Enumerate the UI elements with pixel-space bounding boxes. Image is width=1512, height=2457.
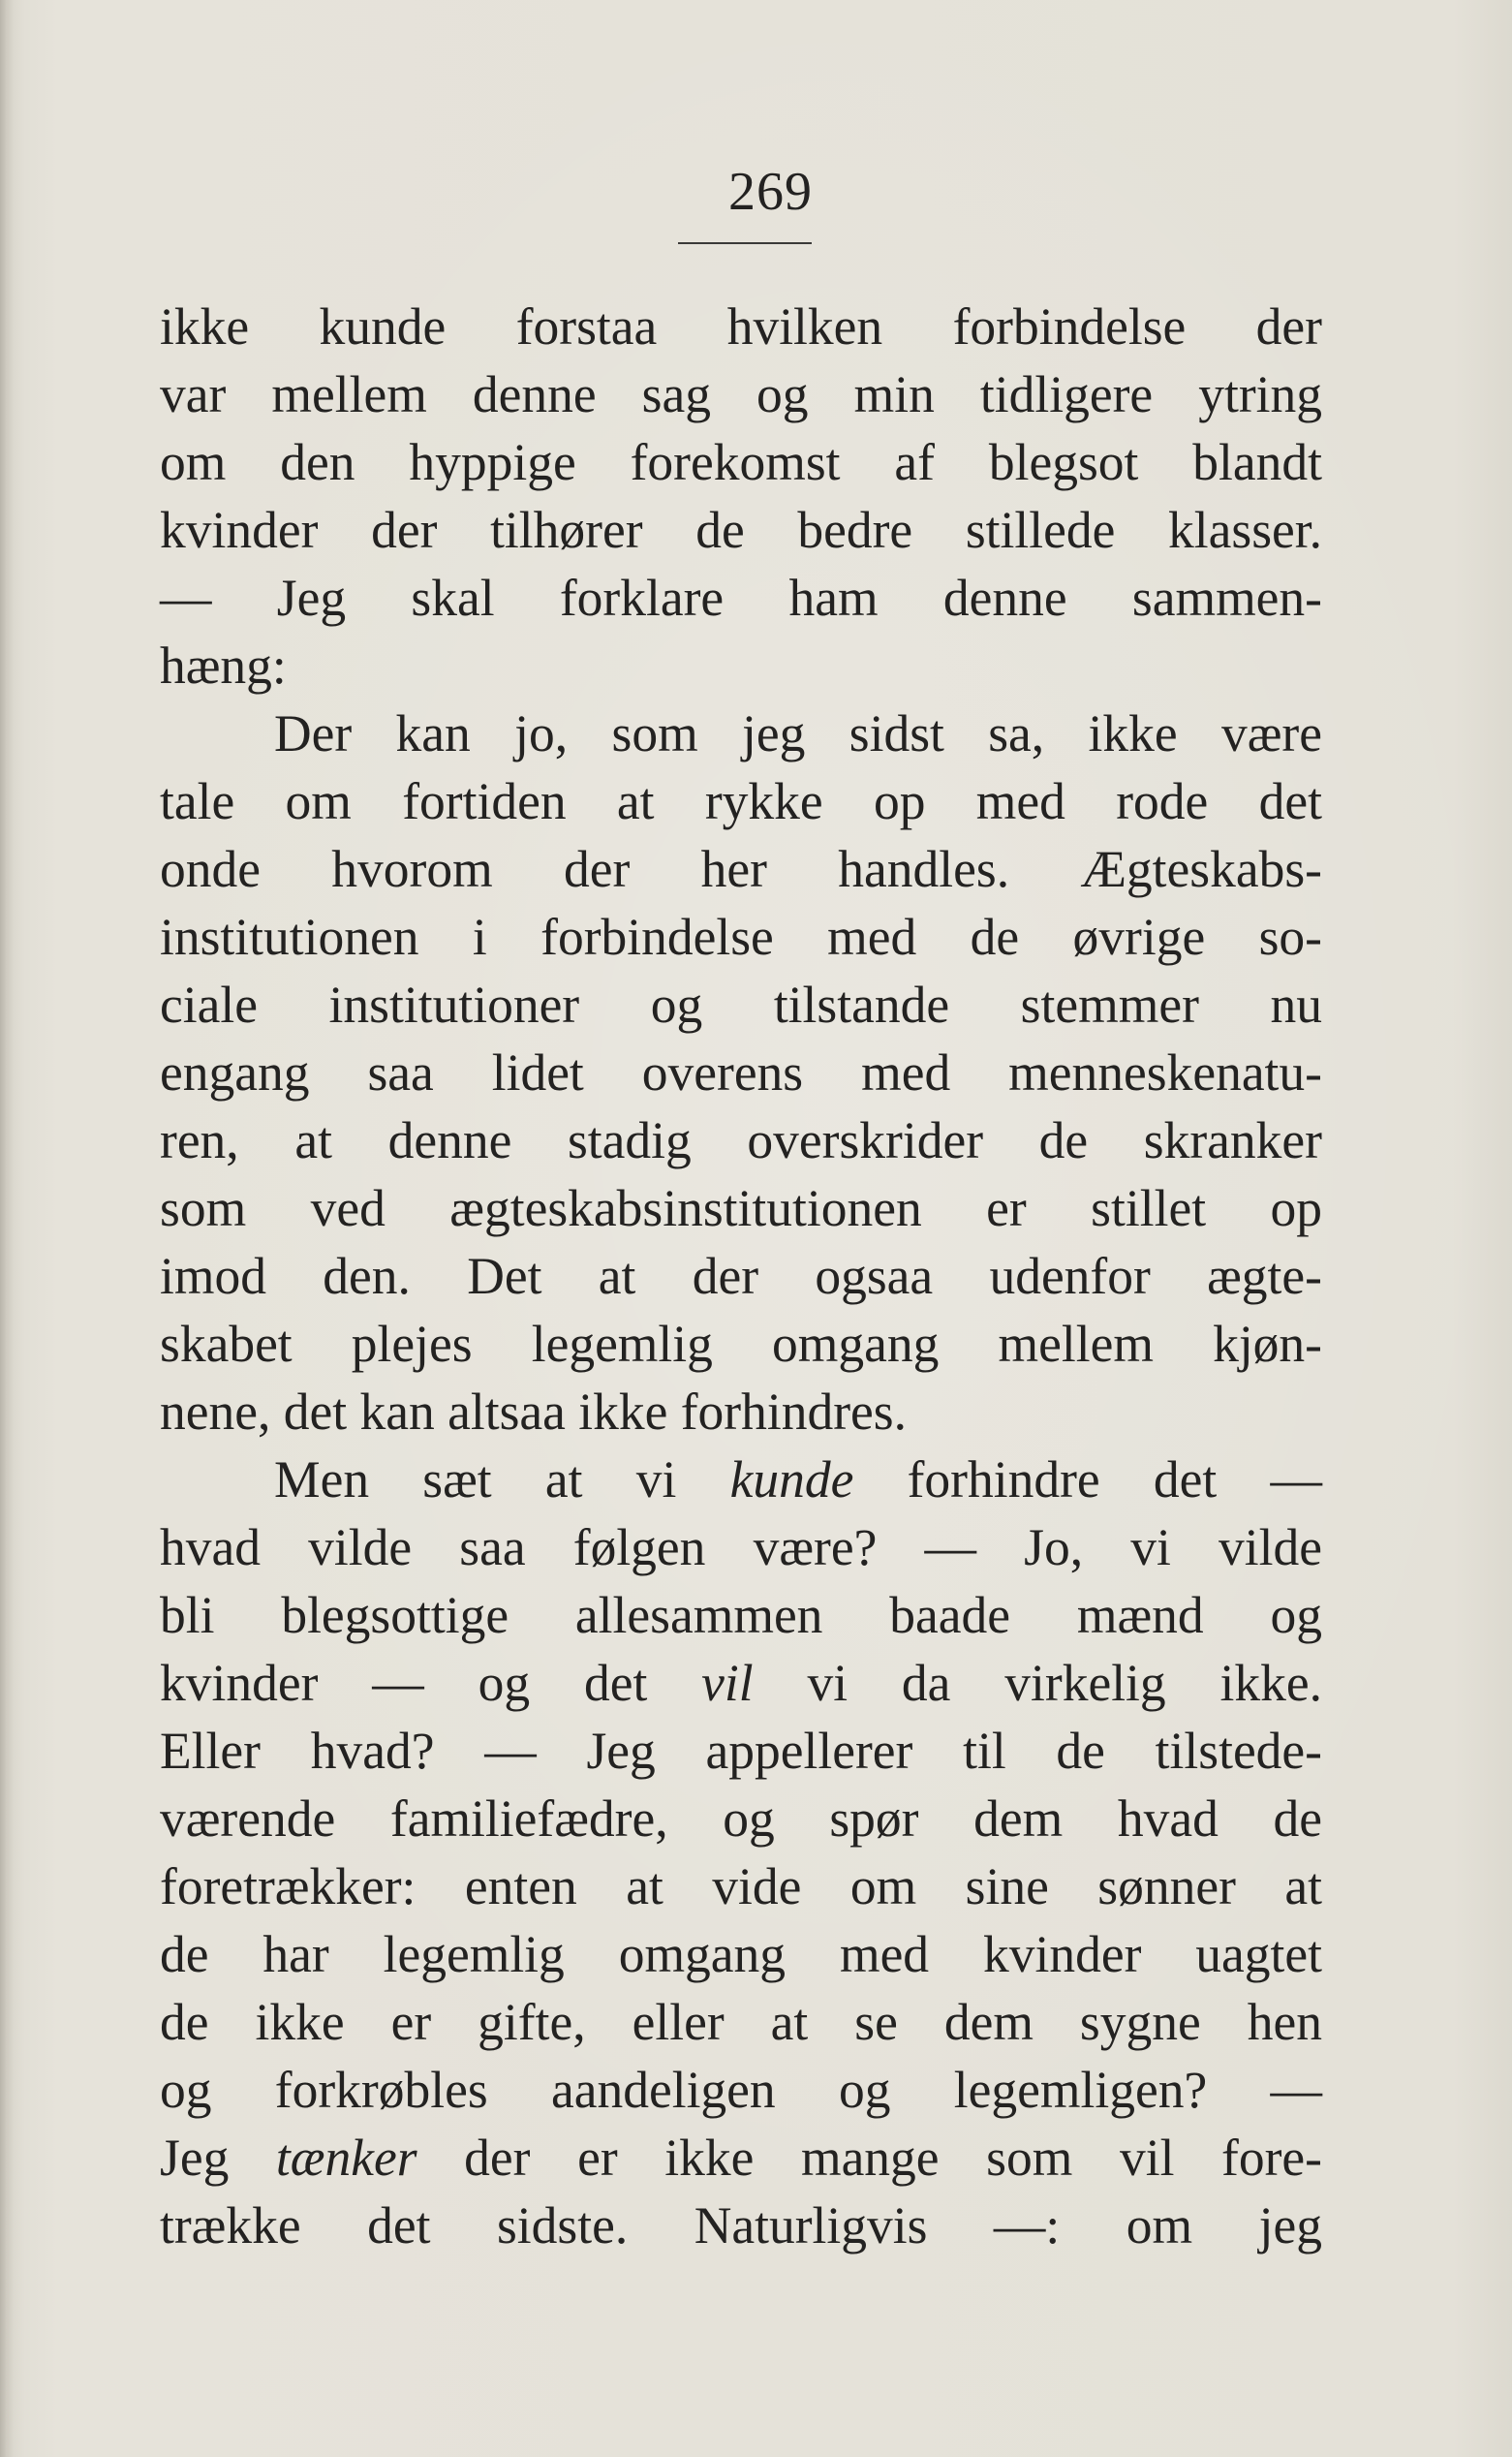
italic-word: tænker [275, 2129, 417, 2187]
text-line: Der kan jo, som jeg sidst sa, ikke være [274, 704, 1322, 762]
text-segment: forhindre det — [853, 1450, 1322, 1508]
text-line: — Jeg skal forklare ham denne sammen- [160, 569, 1322, 627]
text-line: Eller hvad? — Jeg appellerer til de tilstede- [160, 1722, 1322, 1780]
text-line: de ikke er gifte, eller at se dem sygne hen [160, 1993, 1322, 2051]
text-line [160, 2124, 1322, 2192]
text-line: var mellem denne sag og min tidligere ytring [160, 365, 1322, 423]
text-line: institutionen i forbindelse med de øvrige so- [160, 908, 1322, 966]
text-line: imod den. Det at der ogsaa udenfor ægte- [160, 1247, 1322, 1305]
text-line: skabet plejes legemlig omgang mellem kjøn- [160, 1315, 1322, 1373]
text-line: tale om fortiden at rykke op med rode det [160, 772, 1322, 830]
text-line: bli blegsottige allesammen baade mænd og [160, 1586, 1322, 1644]
text-segment: Men sæt at vi [274, 1450, 730, 1508]
text-line [160, 1649, 1322, 1717]
text-line [160, 1446, 1322, 1513]
text-line: værende familiefædre, og spør dem hvad de [160, 1789, 1322, 1848]
text-line: hvad vilde saa følgen være? — Jo, vi vilde [160, 1518, 1322, 1576]
text-line: onde hvorom der her handles. Ægteskabs- [160, 840, 1322, 898]
text-line: som ved ægteskabsinstitutionen er stillet op [160, 1179, 1322, 1237]
text-segment: der er ikke mange som vil fore- [417, 2129, 1322, 2187]
text-line: om den hyppige forekomst af blegsot blandt [160, 433, 1322, 491]
text-line: kvinder der tilhører de bedre stillede klasser. [160, 501, 1322, 559]
text-line: trække det sidste. Naturligvis —: om jeg [160, 2196, 1322, 2255]
text-line: ren, at denne stadig overskrider de skranker [160, 1111, 1322, 1169]
text-segment: Jeg [160, 2129, 276, 2187]
text-segment: kvinder — og det [160, 1654, 702, 1712]
text-line: ikke kunde forstaa hvilken forbindelse der [160, 297, 1322, 356]
header-rule [678, 242, 812, 244]
text-line: og forkrøbles aandeligen og legemligen? — [160, 2061, 1322, 2119]
text-line: foretrækker: enten at vide om sine sønner at [160, 1857, 1322, 1915]
text-segment: vi da virkelig ikke. [753, 1654, 1322, 1712]
italic-word: kunde [729, 1450, 854, 1508]
text-line: engang saa lidet overens med menneskenatu- [160, 1043, 1322, 1102]
binding-edge [0, 0, 14, 2457]
text-line: ciale institutioner og tilstande stemmer nu [160, 976, 1322, 1034]
text-line: hæng: [160, 637, 287, 695]
page-number: 269 [728, 162, 813, 222]
italic-word: vil [701, 1654, 754, 1712]
text-line: de har legemlig omgang med kvinder uagtet [160, 1925, 1322, 1983]
body-text [160, 293, 1322, 2259]
text-line: nene, det kan altsaa ikke forhindres. [160, 1383, 907, 1441]
